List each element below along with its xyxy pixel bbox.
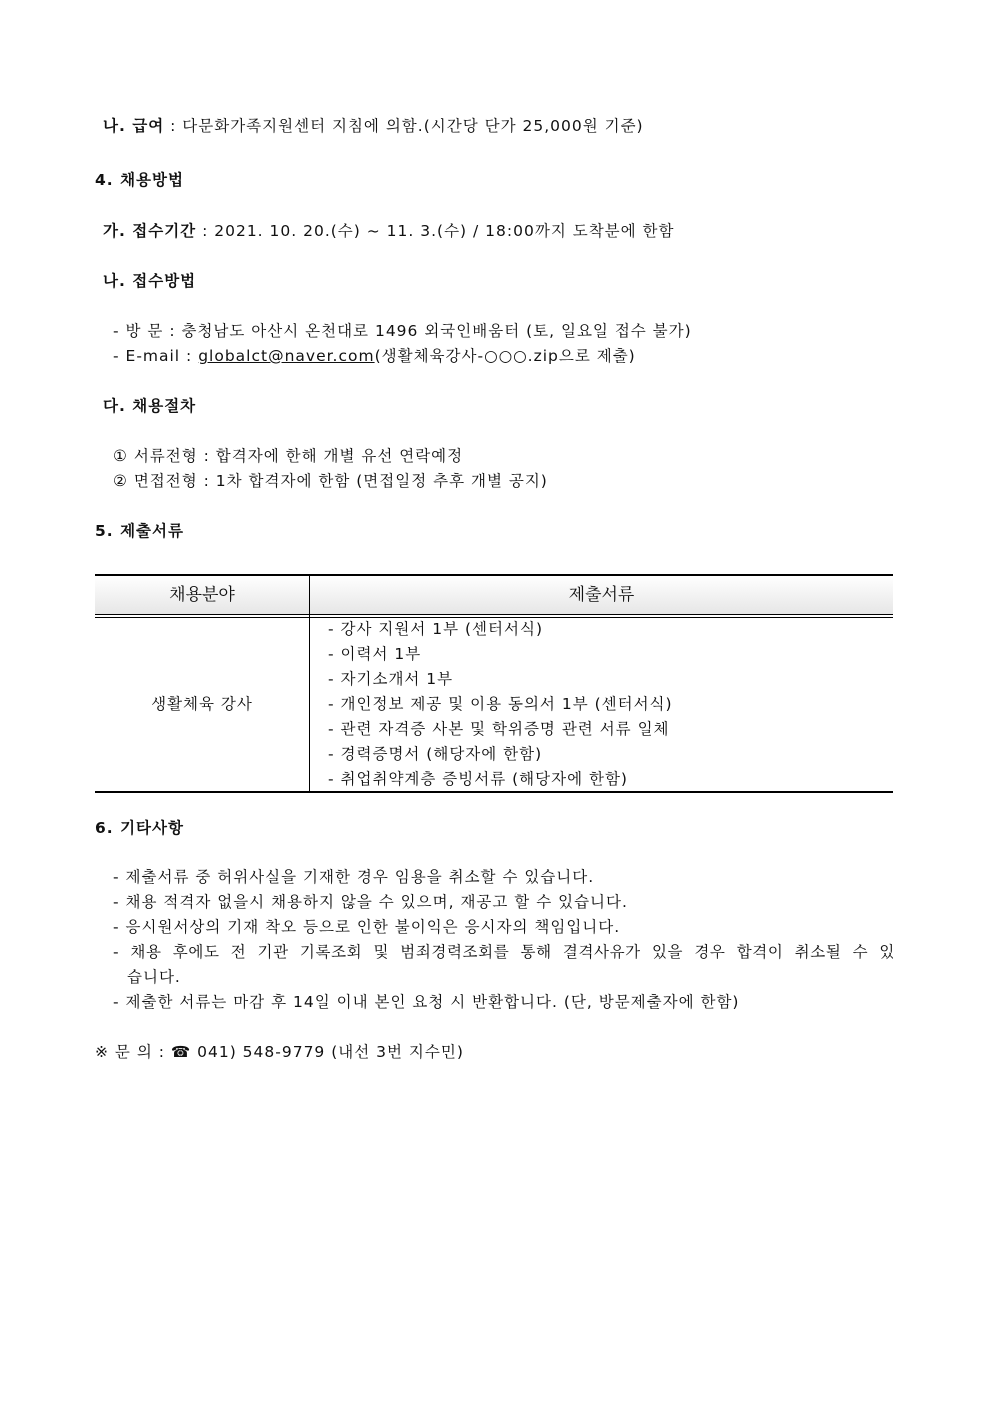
document-item: - 관련 자격증 사본 및 학위증명 관련 서류 일체	[328, 720, 670, 738]
table-header-divider	[95, 614, 893, 615]
notice-item: - 채용 적격자 없을시 채용하지 않을 수 있으며, 재공고 할 수 있습니다.	[113, 893, 628, 911]
phone-icon: ☎	[170, 1043, 192, 1061]
table-header-documents: 제출서류	[568, 585, 635, 605]
visit-line: - 방 문 : 충청남도 아산시 온천대로 1496 외국인배움터 (토, 일요일 접수 불가)	[113, 322, 692, 340]
table-bottom-border	[95, 791, 893, 793]
table-header-field: 채용분야	[169, 585, 235, 605]
email-suffix: (생활체육강사-○○○.zip으로 제출)	[374, 347, 636, 365]
section5-title: 5. 제출서류	[95, 522, 184, 540]
salary-line	[103, 116, 644, 136]
document-item: - 경력증명서 (해당자에 한함)	[328, 745, 543, 763]
table-header-divider	[95, 617, 893, 618]
document-item: - 개인정보 제공 및 이용 동의서 1부 (센터서식)	[328, 695, 673, 713]
notice-item: - 채용 후에도 전 기관 기록조회 및 범죄경력조회를 통해 결격사유가 있을 경우 합격이 취소될 수 있	[113, 943, 895, 961]
email-prefix: - E-mail :	[113, 347, 199, 365]
contact-line	[95, 1042, 464, 1062]
notice-item: - 제출한 서류는 마감 후 14일 이내 본인 요청 시 반환합니다. (단, 방문제출자에 한함)	[113, 993, 740, 1011]
document-item: - 이력서 1부	[328, 645, 422, 663]
document-item: - 강사 지원서 1부 (센터서식)	[328, 620, 543, 638]
section4-title: 4. 채용방법	[95, 171, 184, 189]
hiring-procedure-label: 다. 채용절차	[103, 397, 197, 415]
document-item: - 자기소개서 1부	[328, 670, 454, 688]
section6-title: 6. 기타사항	[95, 819, 184, 837]
procedure-step: ② 면접전형 : 1차 합격자에 한함 (면접일정 추후 개별 공지)	[113, 472, 548, 490]
table-cell-field: 생활체육 강사	[151, 695, 253, 713]
table-column-divider	[309, 576, 310, 791]
notice-item: - 응시원서상의 기재 착오 등으로 인한 불이익은 응시자의 책임입니다.	[113, 918, 621, 936]
contact-prefix: ※ 문 의 :	[95, 1043, 171, 1061]
email-line	[113, 346, 636, 366]
contact-text: 041) 548-9779 (내선 3번 지수민)	[191, 1043, 464, 1061]
salary-label: 나. 급여	[103, 117, 165, 135]
procedure-step: ① 서류전형 : 합격자에 한해 개별 유선 연락예정	[113, 447, 464, 465]
email-link[interactable]: globalct@naver.com	[198, 347, 375, 365]
document-item: - 취업취약계층 증빙서류 (해당자에 한함)	[328, 770, 628, 788]
notice-item: - 제출서류 중 허위사실을 기재한 경우 임용을 취소할 수 있습니다.	[113, 868, 595, 886]
application-period-label: 가. 접수기간	[103, 222, 197, 240]
application-period-line	[103, 221, 675, 241]
application-method-label: 나. 접수방법	[103, 272, 197, 290]
application-period-text: : 2021. 10. 20.(수) ~ 11. 3.(수) / 18:00까지 도착분에 한함	[196, 222, 675, 240]
notice-item-continuation: 습니다.	[127, 968, 181, 986]
salary-text: : 다문화가족지원센터 지침에 의함.(시간당 단가 25,000원 기준)	[164, 117, 644, 135]
